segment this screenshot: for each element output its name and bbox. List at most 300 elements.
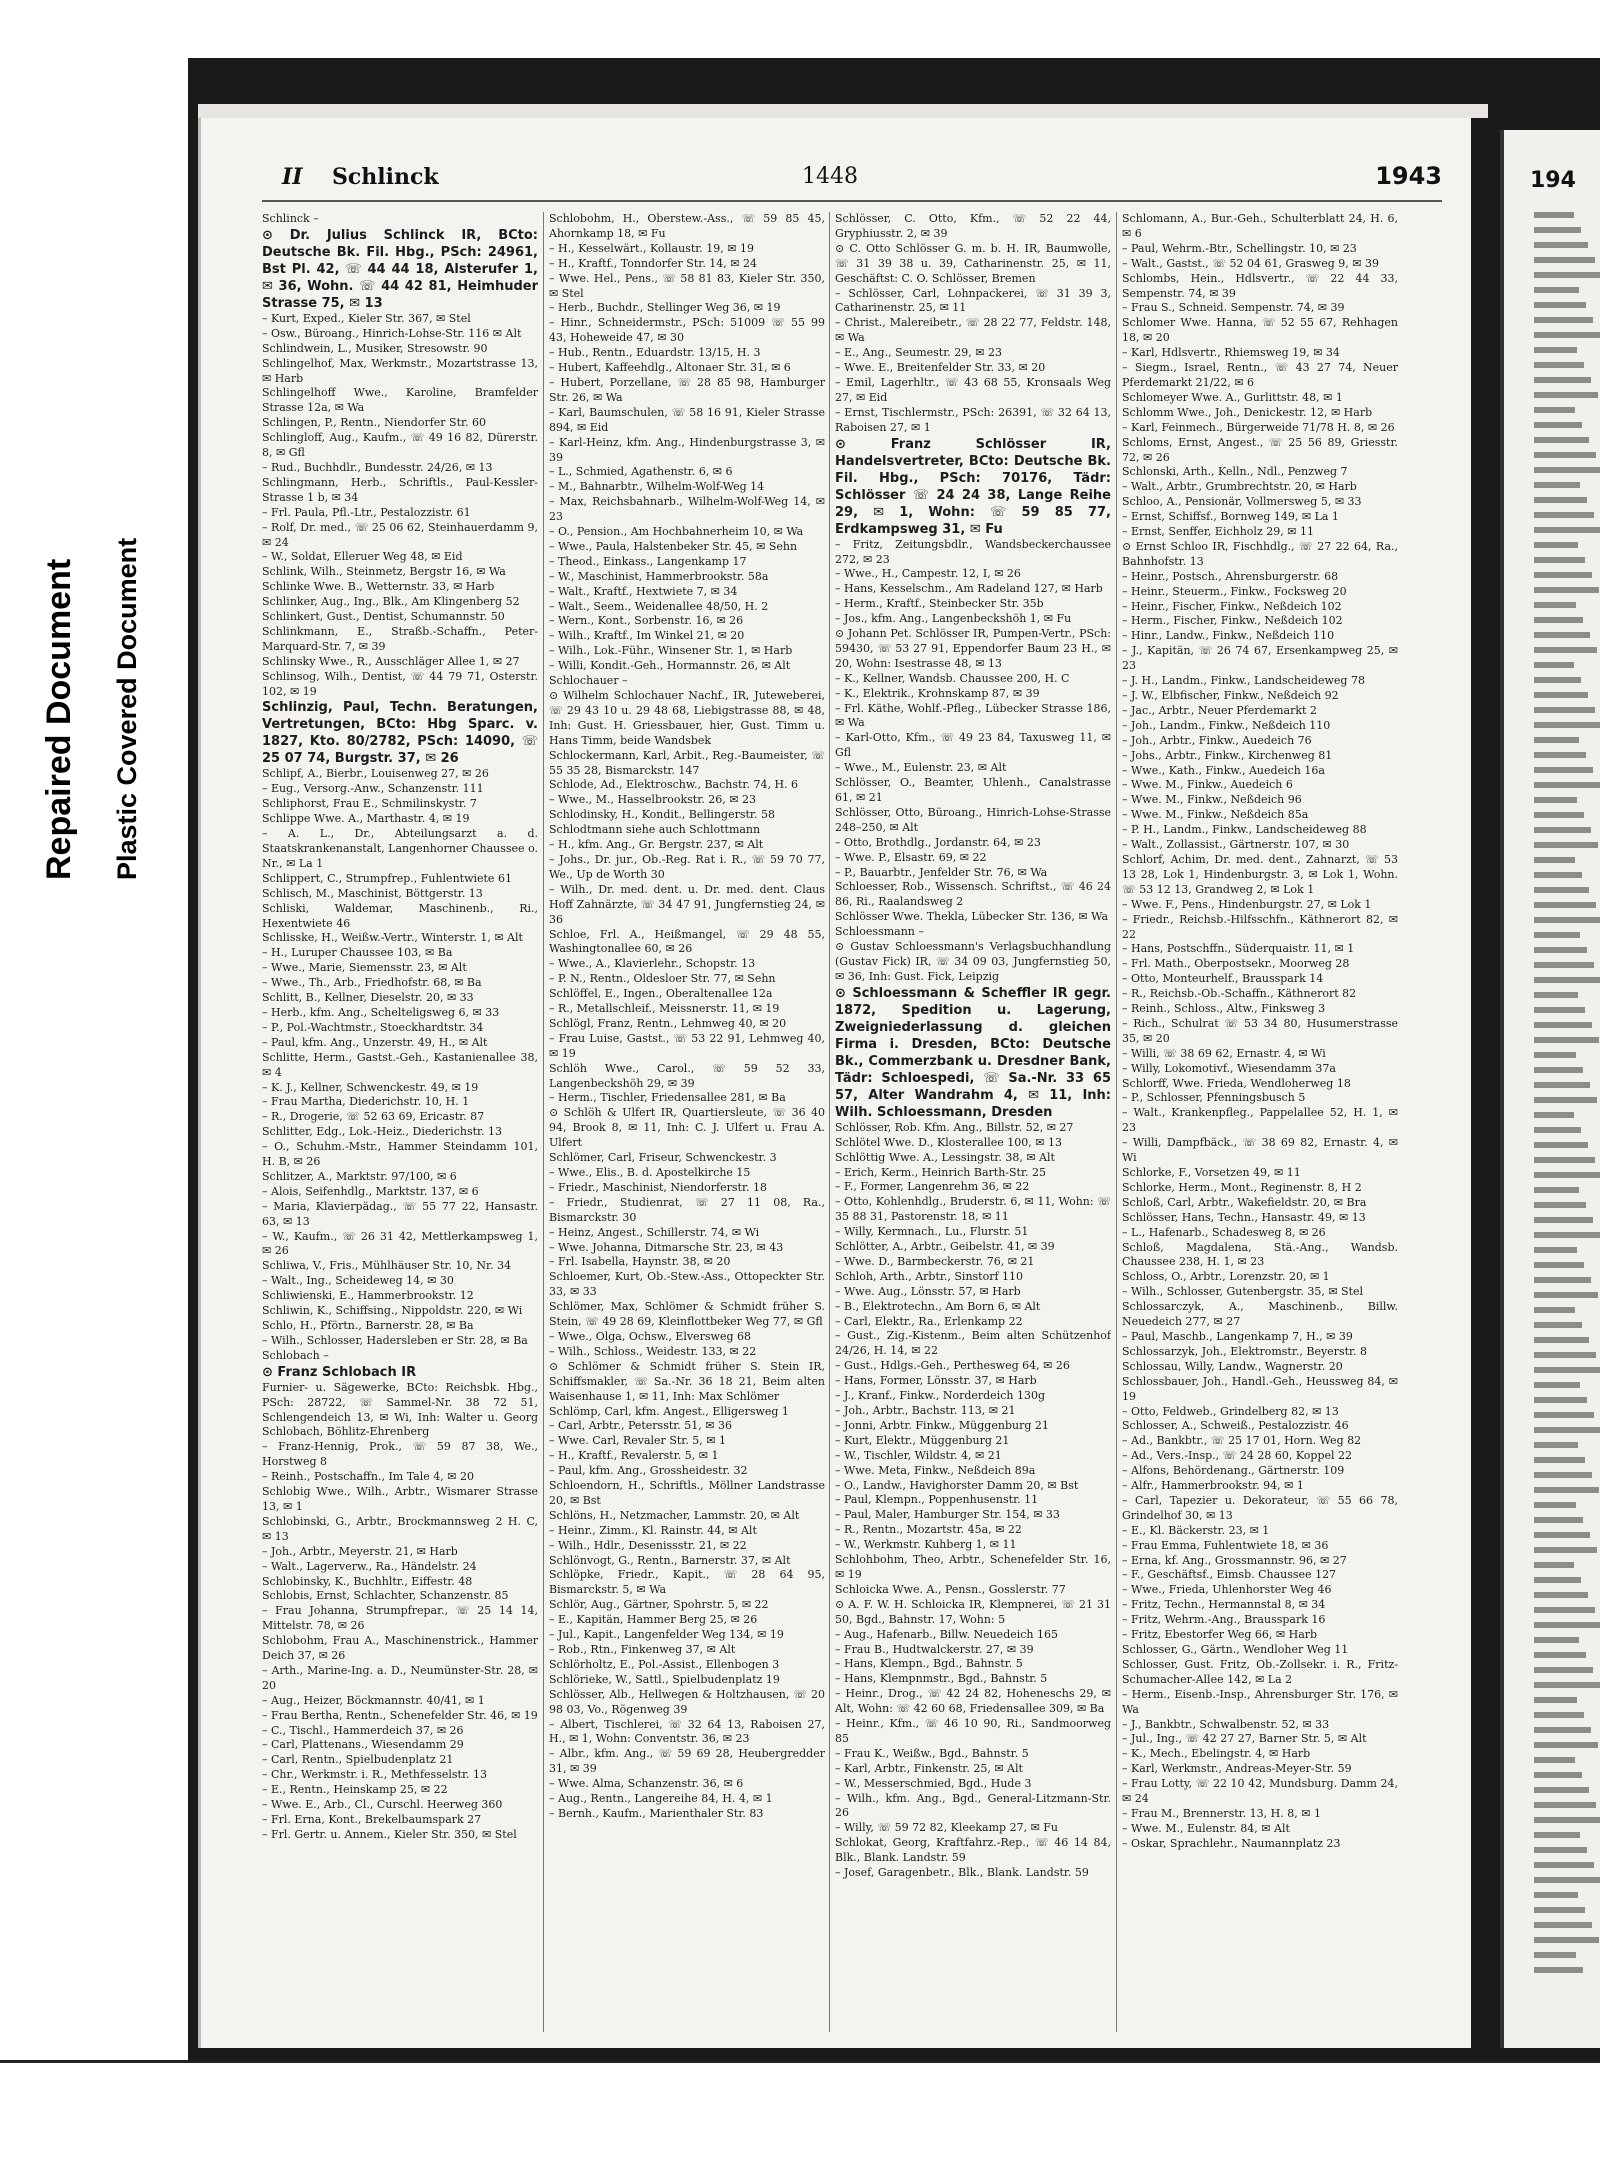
- directory-entry: – W., Tischler, Wildstr. 4, ✉ 21: [835, 1448, 1002, 1462]
- adjacent-page-text-line: [1534, 1052, 1576, 1058]
- directory-entry: – Hub., Rentn., Eduardstr. 13/15, H. 3: [549, 346, 761, 360]
- directory-entry: ⊙ Gustav Schloessmann's Verlagsbuchhandlung (Gustav Fick) IR, ☏ 34 09 03, Jungfernstieg 50, ✉ 36, Inh: Gust. Fick, Leipzig: [835, 940, 1111, 983]
- directory-entry: – P. H., Landm., Finkw., Landscheideweg 88: [1122, 823, 1367, 837]
- directory-entry: – P., Bauarbtr., Jenfelder Str. 76, ✉ Wa: [835, 865, 1048, 879]
- adjacent-page-text-line: [1534, 542, 1578, 548]
- directory-entry: – Fritz, Wehrm.-Ang., Brausspark 16: [1122, 1613, 1326, 1627]
- directory-entry: – Max, Reichsbahnarb., Wilhelm-Wolf-Weg 14, ✉ 23: [549, 495, 825, 524]
- adjacent-page-text-line: [1534, 1607, 1595, 1613]
- adjacent-page-text-line: [1534, 767, 1593, 773]
- adjacent-page-text-line: [1534, 902, 1596, 908]
- adjacent-page-text-line: [1534, 1562, 1574, 1568]
- adjacent-page-text-line: [1534, 392, 1598, 398]
- adjacent-page-text-line: [1534, 1967, 1583, 1973]
- directory-entry: – R., Rentn., Mozartstr. 45a, ✉ 22: [835, 1523, 1022, 1537]
- directory-entry: Schlösser, O., Beamter, Uhlenh., Canalstrasse 61, ✉ 21: [835, 776, 1111, 804]
- adjacent-page-text-line: [1534, 1397, 1587, 1403]
- adjacent-page-text-line: [1534, 1082, 1590, 1088]
- directory-entry: Schlitzer, A., Marktstr. 97/100, ✉ 6: [262, 1169, 457, 1183]
- directory-entry: – H., Kesselwärt., Kollaustr. 19, ✉ 19: [549, 241, 755, 255]
- directory-entry: Schlinzig, Paul, Techn. Beratungen, Vertretungen, BCto: Hbg Sparc. v. 1827, Kto. 80/2782, PSch: 14090, ☏ 25 07 74, Burgstr. 37, ✉ 26: [262, 700, 538, 767]
- page-number: 1448: [802, 164, 858, 189]
- directory-entry: – Willy, Kermnach., Lu., Flurstr. 51: [835, 1225, 1029, 1239]
- directory-entry: – Friedr., Maschinist, Niendorferstr. 18: [549, 1180, 767, 1194]
- directory-entry: Schloessmann –: [835, 925, 924, 939]
- directory-entry: Schlobach –: [262, 1348, 329, 1362]
- directory-entry: – R., Metallschleif., Meissnerstr. 11, ✉ 19: [549, 1002, 780, 1016]
- directory-entry: Schlörieke, W., Sattl., Spielbudenplatz 19: [549, 1672, 780, 1686]
- directory-entry: Schlinkert, Gust., Dentist, Schumannstr. 50: [262, 610, 505, 624]
- directory-entry: – Willy, ☏ 59 72 82, Kleekamp 27, ✉ Fu: [835, 1821, 1059, 1835]
- directory-entry: – Oskar, Sprachlehr., Naumannplatz 23: [1122, 1836, 1341, 1850]
- adjacent-page-text-line: [1534, 1217, 1593, 1223]
- directory-entry: Schloß, Carl, Arbtr., Wakefieldstr. 20, ✉ Bra: [1122, 1195, 1367, 1209]
- adjacent-page-text-line: [1534, 1502, 1576, 1508]
- directory-entry: – Wwe. F., Pens., Hindenburgstr. 27, ✉ Lok 1: [1122, 897, 1372, 911]
- directory-entry: Schlosser, G., Gärtn., Wendloher Weg 11: [1122, 1643, 1349, 1656]
- directory-entry: Schloms, Ernst, Angest., ☏ 25 56 89, Griesstr. 72, ✉ 26: [1122, 435, 1398, 464]
- directory-entry: – Frau B., Hudtwalckerstr. 27, ✉ 39: [835, 1642, 1034, 1656]
- directory-entry: Schlossarzyk, Joh., Elektromstr., Beyerstr. 8: [1122, 1344, 1368, 1358]
- directory-entry: – Frau Martha, Diederichstr. 10, H. 1: [262, 1095, 470, 1109]
- directory-entry: – Karl-Heinz, kfm. Ang., Hindenburgstrasse 3, ✉ 39: [549, 435, 825, 464]
- directory-entry: Schlohbohm, Theo, Arbtr., Schenefelder Str. 16, ✉ 19: [835, 1553, 1111, 1581]
- adjacent-page-text-line: [1534, 452, 1596, 458]
- directory-entry: Schlorff, Wwe. Frieda, Wendloherweg 18: [1122, 1076, 1351, 1090]
- adjacent-page-text-line: [1534, 1382, 1580, 1388]
- adjacent-page-text-line: [1534, 512, 1594, 518]
- directory-entry: – Willi, Dampfbäck., ☏ 38 69 82, Ernastr. 4, ✉ Wi: [1122, 1136, 1398, 1165]
- directory-entry: Schlinkmann, E., Straßb.-Schaffn., Peter-Marquard-Str. 7, ✉ 39: [262, 624, 538, 653]
- adjacent-page-text-line: [1534, 692, 1588, 698]
- directory-entry: Schlöns, H., Netzmacher, Lammstr. 20, ✉ Alt: [549, 1508, 800, 1522]
- directory-entry: Schlisch, M., Maschinist, Böttgerstr. 13: [262, 886, 483, 900]
- directory-entry: – Jos., kfm. Ang., Langenbeckshöh 1, ✉ Fu: [835, 612, 1072, 626]
- adjacent-page-text-line: [1534, 482, 1580, 488]
- directory-entry: – Wwe., Frieda, Uhlenhorster Weg 46: [1122, 1583, 1332, 1597]
- directory-entry: – Rich., Schulrat ☏ 53 34 80, Husumerstrasse 35, ✉ 20: [1122, 1016, 1398, 1045]
- directory-entry: – Albr., kfm. Ang., ☏ 59 69 28, Heubergredder 31, ✉ 39: [549, 1747, 825, 1776]
- directory-entry: – Karl, Feinmech., Bürgerweide 71/78 H. 8, ✉ 26: [1122, 420, 1395, 434]
- year: 1943: [1375, 162, 1442, 190]
- directory-entry: Schlossau, Willy, Landw., Wagnerstr. 20: [1122, 1359, 1343, 1373]
- directory-entry: Schlingen, P., Rentn., Niendorfer Str. 60: [262, 416, 487, 430]
- directory-entry: Schlobinski, G., Arbtr., Brockmannsweg 2 H. C, ✉ 13: [262, 1514, 538, 1543]
- directory-entry: Schlorke, F., Vorsetzen 49, ✉ 11: [1122, 1166, 1301, 1179]
- directory-entry: – Ad., Vers.-Insp., ☏ 24 28 60, Koppel 22: [1122, 1449, 1353, 1463]
- directory-entry: Schlinke Wwe. B., Wetternstr. 33, ✉ Harb: [262, 580, 495, 594]
- directory-entry: ⊙ Dr. Julius Schlinck IR, BCto: Deutsche Bk. Fil. Hbg., PSch: 24961, Bst Pl. 42, ☏ 44 44 18, Alsterufer 1, ✉ 36, Wohn. ☏ 44 42 81, Heimhuder Strasse 75, ✉ 13: [262, 227, 538, 311]
- directory-entry: Schloo, A., Pensionär, Vollmersweg 5, ✉ 33: [1122, 495, 1362, 509]
- adjacent-page-text-line: [1534, 1517, 1583, 1523]
- catchword: Schlinck: [332, 164, 439, 190]
- directory-entry: – Wilh., Schlosser, Hadersleben er Str. 28, ✉ Ba: [262, 1333, 528, 1347]
- directory-entry: – Kurt, Elektr., Müggenburg 21: [835, 1433, 1010, 1447]
- directory-entry: – Wwe. M., Finkw., Neßdeich 96: [1122, 793, 1302, 807]
- directory-entry: – Emil, Lagerhltr., ☏ 43 68 55, Kronsaals Weg 27, ✉ Eid: [835, 375, 1111, 404]
- adjacent-page-text-line: [1534, 1487, 1599, 1493]
- directory-entry: – P., Pol.-Wachtmstr., Stoeckhardtstr. 34: [262, 1020, 484, 1034]
- adjacent-page-text-line: [1534, 1232, 1600, 1238]
- adjacent-page-text-line: [1534, 1667, 1593, 1673]
- adjacent-page-text-line: [1534, 467, 1600, 473]
- directory-entry: – Heinr., Drog., ☏ 42 24 82, Hoheneschs 29, ✉ Alt, Wohn: ☏ 42 60 68, Friedensallee 309, ✉ Ba: [835, 1687, 1111, 1716]
- adjacent-page-text-line: [1534, 1367, 1600, 1373]
- directory-entry: ⊙ Schlöh & Ulfert IR, Quartiersleute, ☏ 36 40 94, Brook 8, ✉ 11, Inh: C. J. Ulfert u. Frau A. Ulfert: [549, 1106, 825, 1150]
- directory-entry: – Wilh., Kraftf., Im Winkel 21, ✉ 20: [549, 629, 745, 643]
- adjacent-page-text-line: [1534, 272, 1600, 278]
- directory-entry: Schlomm Wwe., Joh., Denickestr. 12, ✉ Harb: [1122, 405, 1373, 419]
- directory-entry: – Albert, Tischlerei, ☏ 32 64 13, Raboisen 27, H., ✉ 1, Wohn: Conventstr. 36, ✉ 23: [549, 1717, 825, 1746]
- directory-entry: – Fritz, Techn., Hermannstal 8, ✉ 34: [1122, 1598, 1326, 1612]
- directory-entry: – Herm., Kraftf., Steinbecker Str. 35b: [835, 597, 1044, 611]
- adjacent-page-text-line: [1534, 1472, 1592, 1478]
- directory-entry: Schlöttig Wwe. A., Lessingstr. 38, ✉ Alt: [835, 1150, 1055, 1164]
- directory-entry: – J., Bankbtr., Schwalbenstr. 52, ✉ 33: [1122, 1717, 1330, 1731]
- column-divider: [543, 212, 544, 2032]
- directory-entry: – Wwe., Olga, Ochsw., Elversweg 68: [549, 1329, 751, 1343]
- directory-entry: – Paul, kfm. Ang., Unzerstr. 49, H., ✉ Alt: [262, 1035, 488, 1049]
- directory-entry: – Maria, Klavierpädag., ☏ 55 77 22, Hansastr. 63, ✉ 13: [262, 1199, 538, 1228]
- directory-entry: – Walt., Kraftf., Hextwiete 7, ✉ 34: [549, 584, 738, 598]
- directory-entry: – Erna, kf. Ang., Grossmannstr. 96, ✉ 27: [1122, 1553, 1347, 1567]
- adjacent-page-text-line: [1534, 1757, 1575, 1763]
- adjacent-page-text-line: [1534, 497, 1587, 503]
- directory-entry: Schlink, Wilh., Steinmetz, Bergstr 16, ✉ Wa: [262, 565, 506, 579]
- directory-entry: – Siegm., Israel, Rentn., ☏ 43 27 74, Neuer Pferdemarkt 21/22, ✉ 6: [1122, 361, 1398, 389]
- directory-entry: Schlombs, Hein., Hdlsvertr., ☏ 22 44 33, Sempenstr. 74, ✉ 39: [1122, 271, 1398, 300]
- directory-entry: Schlomer Wwe. Hanna, ☏ 52 55 67, Rehhagen 18, ✉ 20: [1122, 316, 1398, 345]
- adjacent-page-text-line: [1534, 1817, 1600, 1823]
- directory-entry: Schlösser, Hans, Techn., Hansastr. 49, ✉ 13: [1122, 1210, 1366, 1224]
- directory-entry: – Hans, Former, Lönsstr. 37, ✉ Harb: [835, 1374, 1037, 1388]
- directory-entry: – Wwe., H., Campestr. 12, I, ✉ 26: [835, 567, 1021, 581]
- adjacent-page-text-line: [1534, 1412, 1594, 1418]
- directory-entry: – C., Tischl., Hammerdeich 37, ✉ 26: [262, 1723, 464, 1737]
- directory-entry: Schlötter, A., Arbtr., Geibelstr. 41, ✉ 39: [835, 1240, 1055, 1254]
- directory-entry: – Wwe., A., Klavierlehr., Schopstr. 13: [549, 957, 756, 971]
- directory-entry: – E., Rentn., Heinskamp 25, ✉ 22: [262, 1783, 448, 1797]
- adjacent-page-text-line: [1534, 962, 1594, 968]
- directory-entry: – Chr., Werkmstr. i. R., Methfesselstr. 13: [262, 1768, 487, 1782]
- directory-entry: ⊙ Ernst Schloo IR, Fischhdlg., ☏ 27 22 64, Ra., Bahnhofstr. 13: [1122, 539, 1398, 568]
- directory-entry: – Hubert, Porzellane, ☏ 28 85 98, Hamburger Str. 26, ✉ Wa: [549, 375, 825, 404]
- directory-entry: Schliwin, K., Schiffsing., Nippoldstr. 220, ✉ Wi: [262, 1304, 523, 1318]
- directory-entry: – Hans, Postschffn., Süderquaistr. 11, ✉ 1: [1122, 942, 1355, 956]
- directory-entry: – Walt., Arbtr., Grumbrechtstr. 20, ✉ Harb: [1122, 480, 1357, 494]
- adjacent-page-text-line: [1534, 662, 1574, 668]
- directory-entry: – Ernst, Schiffsf., Bornweg 149, ✉ La 1: [1122, 510, 1339, 524]
- directory-entry: – Walt., Gastst., ☏ 52 04 61, Grasweg 9, ✉ 39: [1122, 256, 1379, 270]
- column-divider: [829, 212, 830, 2032]
- directory-entry: – H., Kraftf., Revalerstr. 5, ✉ 1: [549, 1449, 719, 1463]
- adjacent-page-text-line: [1534, 1952, 1576, 1958]
- directory-entry: – Ad., Bankbtr., ☏ 25 17 01, Horn. Weg 82: [1122, 1434, 1362, 1448]
- directory-entry: ⊙ Wilhelm Schlochauer Nachf., IR, Juteweberei, ☏ 29 43 10 u. 29 48 68, Liebigstrasse 88, ✉ 48, Inh: Gust. H. Griessbauer, hier, Gust. Timm u. Hans Timm, beide Wandsbek: [549, 689, 825, 747]
- directory-entry: – Frau Emma, Fuhlentwiete 18, ✉ 36: [1122, 1538, 1329, 1552]
- directory-entry: – Frl. Math., Oberpostsekr., Moorweg 28: [1122, 957, 1350, 971]
- adjacent-page-text-line: [1534, 1307, 1575, 1313]
- column-1: [262, 212, 538, 2032]
- directory-entry: – R., Drogerie, ☏ 52 63 69, Ericastr. 87: [262, 1110, 485, 1124]
- directory-entry: – Joh., Arbtr., Finkw., Auedeich 76: [1122, 733, 1312, 747]
- directory-entry: – Rud., Buchhdlr., Bundesstr. 24/26, ✉ 13: [262, 460, 493, 474]
- directory-entry: – Hans, Klempn., Bgd., Bahnstr. 5: [835, 1657, 1023, 1671]
- directory-entry: – F., Former, Langenrehm 36, ✉ 22: [835, 1180, 1030, 1194]
- adjacent-page-text-line: [1534, 1862, 1594, 1868]
- directory-entry: – Reinh., Postschaffn., Im Tale 4, ✉ 20: [262, 1470, 474, 1484]
- adjacent-page-text-line: [1534, 257, 1595, 263]
- adjacent-page-text-line: [1534, 992, 1578, 998]
- directory-entry: – K. J., Kellner, Schwenckestr. 49, ✉ 19: [262, 1080, 479, 1094]
- directory-entry: – O., Schuhm.-Mstr., Hammer Steindamm 101, H. B, ✉ 26: [262, 1140, 538, 1169]
- adjacent-page-text-line: [1534, 932, 1580, 938]
- directory-entry: – Willy, Lokomotivf., Wiesendamm 37a: [1122, 1061, 1336, 1075]
- directory-entry: – P., Schlosser, Pfenningsbusch 5: [1122, 1091, 1306, 1105]
- directory-entry: – Heinz, Angest., Schillerstr. 74, ✉ Wi: [549, 1225, 760, 1239]
- adjacent-page-text-line: [1534, 242, 1588, 248]
- directory-entry: Schlippert, C., Strumpfrep., Fuhlentwiete 61: [262, 871, 512, 885]
- adjacent-page-text-line: [1534, 1007, 1585, 1013]
- directory-entry: – Paul, Maler, Hamburger Str. 154, ✉ 33: [835, 1508, 1060, 1522]
- directory-entry: Schlingloff, Aug., Kaufm., ☏ 49 16 82, Dürerstr. 8, ✉ Gfl: [262, 431, 538, 460]
- directory-entry: Schlobig Wwe., Wilh., Arbtr., Wismarer Strasse 13, ✉ 1: [262, 1485, 538, 1513]
- adjacent-page-text-line: [1534, 1022, 1592, 1028]
- adjacent-page-text-line: [1534, 1577, 1581, 1583]
- adjacent-page-text-line: [1534, 752, 1586, 758]
- directory-entry: – E., Ang., Seumestr. 29, ✉ 23: [835, 346, 1002, 360]
- adjacent-page-header: 194: [1530, 168, 1576, 193]
- directory-entry: – W., Messerschmied, Bgd., Hude 3: [835, 1776, 1032, 1790]
- directory-entry: Schlingmann, Herb., Schriftls., Paul-Kessler-Strasse 1 b, ✉ 34: [262, 475, 538, 504]
- adjacent-page-text-line: [1534, 1877, 1600, 1883]
- directory-entry: – Heinr., Fischer, Finkw., Neßdeich 102: [1122, 599, 1342, 613]
- directory-entry: – Schlösser, Carl, Lohnpackerei, ☏ 31 39 3, Catharinenstr. 25, ✉ 11: [835, 286, 1111, 315]
- directory-entry: – A. L., Dr., Abteilungsarzt a. d. Staatskrankenanstalt, Langenhorner Chaussee o. Nr., ✉ La 1: [262, 827, 538, 870]
- directory-entry: ⊙ Schlömer & Schmidt früher S. Stein IR, Schiffsmakler, ☏ Sa.-Nr. 36 18 21, Beim alten Waisenhause 1, ✉ 11, Inh: Max Schlömer: [549, 1359, 825, 1403]
- directory-entry: – Wwe. Johanna, Ditmarsche Str. 23, ✉ 43: [549, 1240, 784, 1254]
- directory-entry: Schlitt, B., Kellner, Dieselstr. 20, ✉ 33: [262, 991, 474, 1005]
- directory-entry: – Jonni, Arbtr. Finkw., Müggenburg 21: [835, 1418, 1049, 1432]
- directory-entry: – Herm., Fischer, Finkw., Neßdeich 102: [1122, 614, 1343, 628]
- directory-entry: – Alois, Seifenhdlg., Marktstr. 137, ✉ 6: [262, 1184, 479, 1198]
- adjacent-page-text-line: [1534, 797, 1577, 803]
- directory-entry: – Fritz, Ebestorfer Weg 66, ✉ Harb: [1122, 1628, 1318, 1642]
- directory-entry: – Josef, Garagenbetr., Blk., Blank. Landstr. 59: [835, 1866, 1089, 1880]
- directory-entry: – W., Soldat, Elleruer Weg 48, ✉ Eid: [262, 550, 463, 564]
- column-4: [1122, 212, 1398, 2032]
- directory-entry: Schlömp, Carl, kfm. Angest., Elligersweg 1: [549, 1404, 789, 1418]
- directory-entry: – Wilh., Schloss., Weidestr. 133, ✉ 22: [549, 1344, 757, 1358]
- adjacent-page-text-line: [1534, 302, 1586, 308]
- adjacent-page-text-line: [1534, 1637, 1579, 1643]
- adjacent-page-text-line: [1534, 872, 1582, 878]
- adjacent-page-text-line: [1534, 1187, 1579, 1193]
- directory-entry: Schlitter, Edg., Lok.-Heiz., Diederichstr. 13: [262, 1125, 503, 1139]
- directory-entry: – Carl, Plattenans., Wiesendamm 29: [262, 1738, 464, 1752]
- directory-entry: – O., Pension., Am Hochbahnerheim 10, ✉ Wa: [549, 525, 804, 539]
- directory-entry: – J. W., Elbfischer, Finkw., Neßdeich 92: [1122, 689, 1339, 702]
- adjacent-page-text-line: [1534, 1097, 1597, 1103]
- directory-entry: ⊙ Schloessmann & Scheffler IR gegr. 1872, Spedition u. Lagerung, Zweigniederlassung d. gleichen Firma i. Dresden, BCto: Deutsche Bk., Commerzbank u. Dresdner Bank, Tädr: Schloespedi, ☏ Sa.-Nr. 33 65 57, Alter Wandrahm 4, ✉ 11, Inh: Wilh. Schloessmann, Dresden: [835, 985, 1111, 1120]
- directory-entry: – Wwe. Aug., Lönsstr. 57, ✉ Harb: [835, 1284, 1021, 1298]
- adjacent-page-text-line: [1534, 722, 1600, 728]
- scan-margin-bottom: [0, 2060, 1600, 2180]
- directory-entry: ⊙ Johann Pet. Schlösser IR, Pumpen-Vertr., PSch: 59430, ☏ 53 27 91, Eppendorfer Baum 23 H., ✉ 20, Wohn: Isestrasse 48, ✉ 13: [835, 627, 1111, 670]
- adjacent-page-text-line: [1534, 1547, 1597, 1553]
- adjacent-page-text-line: [1534, 1427, 1600, 1433]
- directory-entry: Schlosser, Gust. Fritz, Ob.-Zollsekr. i. R., Fritz-Schumacher-Allee 142, ✉ La 2: [1122, 1657, 1398, 1686]
- adjacent-page-text-line: [1534, 332, 1600, 338]
- directory-entry: – F., Geschäftsf., Eimsb. Chaussee 127: [1122, 1568, 1337, 1582]
- directory-entry: – Joh., Arbtr., Meyerstr. 21, ✉ Harb: [262, 1544, 458, 1558]
- adjacent-page-text-line: [1534, 887, 1589, 893]
- directory-entry: – M., Bahnarbtr., Wilhelm-Wolf-Weg 14: [549, 480, 765, 494]
- directory-entry: Schloendorn, H., Schriftls., Möllner Landstrasse 20, ✉ Bst: [549, 1479, 825, 1507]
- adjacent-page-text-line: [1534, 632, 1590, 638]
- adjacent-page-text-line: [1534, 737, 1579, 743]
- adjacent-page-text-line: [1534, 1787, 1589, 1793]
- adjacent-page-text-line: [1534, 1772, 1582, 1778]
- directory-entry: Schlötel Wwe. D., Klosterallee 100, ✉ 13: [835, 1135, 1063, 1149]
- directory-entry: Schloesser, Rob., Wissensch. Schriftst., ☏ 46 24 86, Ri., Raalandsweg 2: [835, 880, 1111, 909]
- adjacent-page-text-line: [1534, 1352, 1596, 1358]
- directory-entry: Schloh, Arth., Arbtr., Sinstorf 110: [835, 1269, 1024, 1283]
- adjacent-page-text-line: [1534, 1922, 1592, 1928]
- adjacent-page-text-line: [1534, 1202, 1586, 1208]
- directory-entry: Schlingelhof, Max, Werkmstr., Mozartstrasse 13, ✉ Harb: [262, 356, 538, 385]
- directory-entry: – Johs., Dr. jur., Ob.-Reg. Rat i. R., ☏ 59 70 77, We., Up de Worth 30: [549, 852, 825, 881]
- directory-entry: ⊙ Franz Schlösser IR, Handelsvertreter, BCto: Deutsche Bk. Fil. Hbg., PSch: 70176, Tädr: Schlösser ☏ 24 24 38, Lange Reihe 29, ✉ 1, Wohn: ☏ 59 85 77, Erdkampsweg 31, ✉ Fu: [835, 436, 1111, 537]
- directory-entry: – K., Mech., Ebelingstr. 4, ✉ Harb: [1122, 1747, 1311, 1761]
- directory-entry: – J. H., Landm., Finkw., Landscheideweg 78: [1122, 674, 1365, 688]
- directory-entry: Schlorf, Achim, Dr. med. dent., Zahnarzt, ☏ 53 13 28, Lok 1, Hindenburgstr. 3, ✉ Lok 1, Wohn. ☏ 53 12 13, Grandweg 2, ✉ Lok 1: [1122, 852, 1398, 896]
- directory-entry: – Frl. Paula, Pfl.-Ltr., Pestalozzistr. 61: [262, 505, 471, 519]
- directory-entry: Schlomann, A., Bur.-Geh., Schulterblatt 24, H. 6, ✉ 6: [1122, 212, 1398, 240]
- adjacent-page-text-line: [1534, 1262, 1584, 1268]
- directory-entry: Schlinsog, Wilh., Dentist, ☏ 44 79 71, Osterstr. 102, ✉ 19: [262, 669, 538, 698]
- directory-entry: Schlöh Wwe., Carol., ☏ 59 52 33, Langenbeckshöh 29, ✉ 39: [549, 1061, 825, 1090]
- directory-entry: – B., Elektrotechn., Am Born 6, ✉ Alt: [835, 1299, 1041, 1313]
- directory-entry: – Bernh., Kaufm., Marienthaler Str. 83: [549, 1806, 764, 1820]
- directory-entry: – Wwe., Th., Arb., Friedhofstr. 68, ✉ Ba: [262, 976, 482, 990]
- directory-entry: – Otto, Feldweb., Grindelberg 82, ✉ 13: [1122, 1404, 1339, 1418]
- directory-entry: – Jac., Arbtr., Neuer Pferdemarkt 2: [1122, 703, 1317, 717]
- adjacent-page-text-line: [1534, 1697, 1577, 1703]
- directory-entry: – Karl-Otto, Kfm., ☏ 49 23 84, Taxusweg 11, ✉ Gfl: [835, 731, 1111, 760]
- directory-entry: – Fritz, Zeitungsbdlr., Wandsbeckerchaussee 272, ✉ 23: [835, 537, 1111, 566]
- directory-entry: Schlosser, A., Schweiß., Pestalozzistr. 46: [1122, 1419, 1349, 1433]
- directory-entry: – R., Reichsb.-Ob.-Schaffn., Käthnerort 82: [1122, 987, 1357, 1001]
- adjacent-page-text-line: [1534, 782, 1600, 788]
- directory-entry: – O., Landw., Havighorster Damm 20, ✉ Bst: [835, 1478, 1079, 1492]
- adjacent-page-text-line: [1534, 1322, 1582, 1328]
- directory-entry: Schlösser, Rob. Kfm. Ang., Billstr. 52, ✉ 27: [835, 1120, 1074, 1134]
- directory-entry: – Paul, Maschb., Langenkamp 7, H., ✉ 39: [1122, 1329, 1353, 1343]
- directory-entry: Schlonski, Arth., Kelln., Ndl., Penzweg 7: [1122, 465, 1348, 479]
- scan-margin-left: [0, 58, 188, 2060]
- directory-entry: – Frau S., Schneid. Sempenstr. 74, ✉ 39: [1122, 301, 1345, 315]
- adjacent-page-text-line: [1534, 1652, 1586, 1658]
- adjacent-page-text-line: [1534, 287, 1579, 293]
- page-top-edge: [198, 104, 1488, 118]
- header-rule: [262, 200, 1442, 202]
- adjacent-page-text-line: [1534, 557, 1585, 563]
- directory-entry: Schlösser, Otto, Büroang., Hinrich-Lohse-Strasse 248–250, ✉ Alt: [835, 805, 1111, 834]
- adjacent-page-text-line: [1534, 377, 1591, 383]
- directory-entry: – W., Maschinist, Hammerbrookstr. 58a: [549, 569, 769, 583]
- adjacent-page-text-line: [1534, 1907, 1585, 1913]
- directory-entry: Schlobinsky, K., Buchhltr., Eiffestr. 48: [262, 1574, 473, 1588]
- directory-entry: – Wwe. E., Arb., Cl., Curschl. Heerweg 360: [262, 1798, 503, 1812]
- directory-entry: – Wilh., Dr. med. dent. u. Dr. med. dent. Claus Hoff Zahnärzte, ☏ 34 47 91, Jungfernstieg 24, ✉ 36: [549, 882, 825, 926]
- adjacent-page-text-line: [1534, 1157, 1595, 1163]
- directory-entry: – Wilh., kfm. Ang., Bgd., General-Litzmann-Str. 26: [835, 1791, 1111, 1820]
- adjacent-page-text-line: [1534, 707, 1595, 713]
- directory-entry: – K., Elektrik., Krohnskamp 87, ✉ 39: [835, 686, 1040, 700]
- directory-entry: – Wwe. Hel., Pens., ☏ 58 81 83, Kieler Str. 350, ✉ Stel: [549, 271, 825, 300]
- directory-entry: – Joh., Landm., Finkw., Neßdeich 110: [1122, 718, 1331, 732]
- directory-entry: – Alfr., Hammerbrookstr. 94, ✉ 1: [1122, 1479, 1304, 1493]
- scan-margin-top: [0, 0, 1600, 58]
- directory-entry: Schlo, H., Pförtn., Barnerstr. 28, ✉ Ba: [262, 1319, 474, 1332]
- directory-entry: Schlitte, Herm., Gastst.-Geh., Kastanienallee 38, ✉ 4: [262, 1050, 538, 1079]
- directory-entry: – J., Kranf., Finkw., Norderdeich 130g: [835, 1389, 1045, 1403]
- directory-entry: Schlochauer –: [549, 674, 628, 688]
- directory-entry: – Heinr., Kfm., ☏ 46 10 90, Ri., Sandmoorweg 85: [835, 1717, 1111, 1745]
- directory-entry: – Wwe. P., Elsastr. 69, ✉ 22: [835, 850, 987, 864]
- directory-entry: – Frl. Isabella, Haynstr. 38, ✉ 20: [549, 1255, 731, 1269]
- directory-entry: – Aug., Rentn., Langereihe 84, H. 4, ✉ 1: [549, 1792, 773, 1806]
- directory-entry: – Gust., Zig.-Kistenm., Beim alten Schützenhof 24/26, H. 14, ✉ 22: [835, 1329, 1111, 1358]
- directory-entry: – Friedr., Studienrat, ☏ 27 11 08, Ra., Bismarckstr. 30: [549, 1195, 825, 1224]
- adjacent-page-text-line: [1534, 1067, 1583, 1073]
- directory-entry: Schlörholtz, E., Pol.-Assist., Ellenbogen 3: [549, 1657, 780, 1671]
- directory-entry: Schliphorst, Frau E., Schmilinskystr. 7: [262, 797, 477, 811]
- directory-entry: – Carl, Tapezier u. Dekorateur, ☏ 55 66 78, Grindelhof 30, ✉ 13: [1122, 1493, 1398, 1522]
- directory-entry: Schlindwein, L., Musiker, Stresowstr. 90: [262, 341, 488, 355]
- directory-entry: – Franz-Hennig, Prok., ☏ 59 87 38, We., Horstweg 8: [262, 1440, 538, 1469]
- directory-entry: Schliski, Waldemar, Maschinenb., Ri., Hexentwiete 46: [262, 901, 538, 930]
- adjacent-page-text-line: [1534, 1112, 1574, 1118]
- directory-entry: – K., Kellner, Wandsb. Chaussee 200, H. C: [835, 671, 1070, 685]
- adjacent-page-text-line: [1534, 1277, 1591, 1283]
- directory-entry: Schlippe Wwe. A., Marthastr. 4, ✉ 19: [262, 812, 470, 826]
- adjacent-page-text-line: [1534, 572, 1592, 578]
- directory-entry: Schlisske, H., Weißw.-Vertr., Winterstr. 1, ✉ Alt: [262, 931, 523, 945]
- directory-entry: Schlingelhoff Wwe., Karoline, Bramfelder Strasse 12a, ✉ Wa: [262, 386, 538, 415]
- directory-entry: – Karl, Werkmstr., Andreas-Meyer-Str. 59: [1122, 1762, 1352, 1776]
- directory-entry: – Frau M., Brennerstr. 13, H. 8, ✉ 1: [1122, 1806, 1321, 1820]
- directory-entry: – Frl. Erna, Kont., Brekelbaumspark 27: [262, 1813, 482, 1826]
- directory-entry: – Wwe. Alma, Schanzenstr. 36, ✉ 6: [549, 1777, 744, 1791]
- adjacent-page-text-line: [1534, 1142, 1588, 1148]
- directory-entry: – Christ., Malereibetr., ☏ 28 22 77, Feldstr. 148, ✉ Wa: [835, 316, 1111, 345]
- directory-entry: – Johs., Arbtr., Finkw., Kirchenweg 81: [1122, 748, 1333, 762]
- directory-entry: – H., kfm. Ang., Gr. Bergstr. 237, ✉ Alt: [549, 838, 764, 852]
- directory-entry: Schlöffel, E., Ingen., Oberaltenallee 12a: [549, 987, 773, 1001]
- adjacent-page-text-line: [1534, 812, 1584, 818]
- directory-entry: – Frl. Käthe, Wohlf.-Pfleg., Lübecker Strasse 186, ✉ Wa: [835, 701, 1111, 730]
- adjacent-page-text-line: [1534, 422, 1582, 428]
- directory-entry: Schlorke, Herm., Mont., Reginenstr. 8, H 2: [1122, 1180, 1362, 1194]
- directory-entry: – Wwe., Marie, Siemensstr. 23, ✉ Alt: [262, 961, 467, 975]
- directory-entry: – Eug., Versorg.-Anw., Schanzenstr. 111: [262, 782, 484, 796]
- directory-entry: – Wwe., M., Hasselbrookstr. 26, ✉ 23: [549, 793, 756, 807]
- directory-entry: ⊙ A. F. W. H. Schloicka IR, Klempnerei, ☏ 21 31 50, Bgd., Bahnstr. 17, Wohn: 5: [835, 1597, 1111, 1626]
- directory-entry: – Reinh., Schloss., Altw., Finksweg 3: [1122, 1002, 1326, 1016]
- directory-entry: – Frau Lotty, ☏ 22 10 42, Mundsburg. Damm 24, ✉ 24: [1122, 1777, 1398, 1806]
